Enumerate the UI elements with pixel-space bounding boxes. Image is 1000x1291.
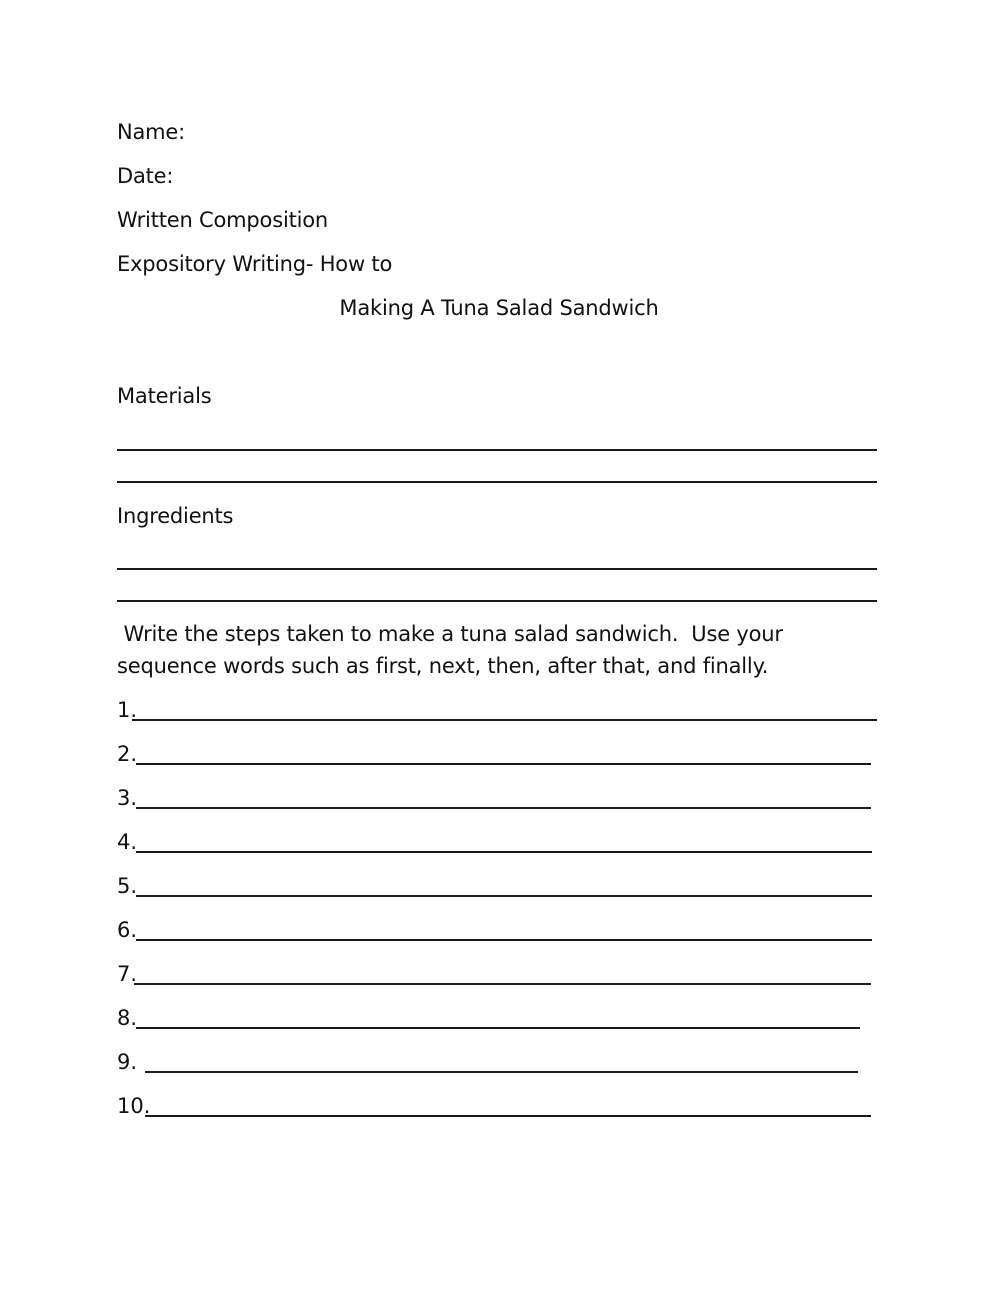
step-number: 2. [117, 742, 138, 766]
step-number: 8. [117, 1006, 138, 1030]
step-number: 7. [117, 962, 138, 986]
materials-heading: Materials [117, 384, 212, 408]
date-label: Date: [117, 164, 174, 188]
step-answer-line[interactable] [136, 1027, 860, 1029]
name-label: Name: [117, 120, 186, 144]
materials-answer-line-2[interactable] [117, 481, 877, 483]
step-number: 4. [117, 830, 138, 854]
step-answer-line[interactable] [136, 851, 872, 853]
step-number: 3. [117, 786, 138, 810]
step-answer-line[interactable] [136, 939, 872, 941]
step-answer-line[interactable] [136, 763, 871, 765]
step-number: 6. [117, 918, 138, 942]
instructions-line-2: sequence words such as first, next, then, after that, and finally. [117, 654, 769, 678]
step-answer-line[interactable] [132, 719, 877, 721]
step-number: 1. [117, 698, 138, 722]
step-number: 5. [117, 874, 138, 898]
ingredients-answer-line-2[interactable] [117, 600, 877, 602]
ingredients-heading: Ingredients [117, 504, 234, 528]
worksheet-title [0, 295, 1000, 321]
step-answer-line[interactable] [145, 1115, 871, 1117]
subject-label: Written Composition [117, 208, 329, 232]
materials-answer-line-1[interactable] [117, 449, 877, 451]
step-answer-line[interactable] [136, 807, 871, 809]
ingredients-answer-line-1[interactable] [117, 568, 877, 570]
genre-label: Expository Writing- How to [117, 252, 393, 276]
step-answer-line[interactable] [136, 895, 872, 897]
instructions-line-1: Write the steps taken to make a tuna salad sandwich. Use your [117, 622, 783, 646]
step-number: 10. [117, 1094, 151, 1118]
step-number: 9. [117, 1050, 138, 1074]
step-answer-line[interactable] [145, 1071, 858, 1073]
step-answer-line[interactable] [134, 983, 871, 985]
worksheet-title-text: Making A Tuna Salad Sandwich [339, 296, 659, 320]
